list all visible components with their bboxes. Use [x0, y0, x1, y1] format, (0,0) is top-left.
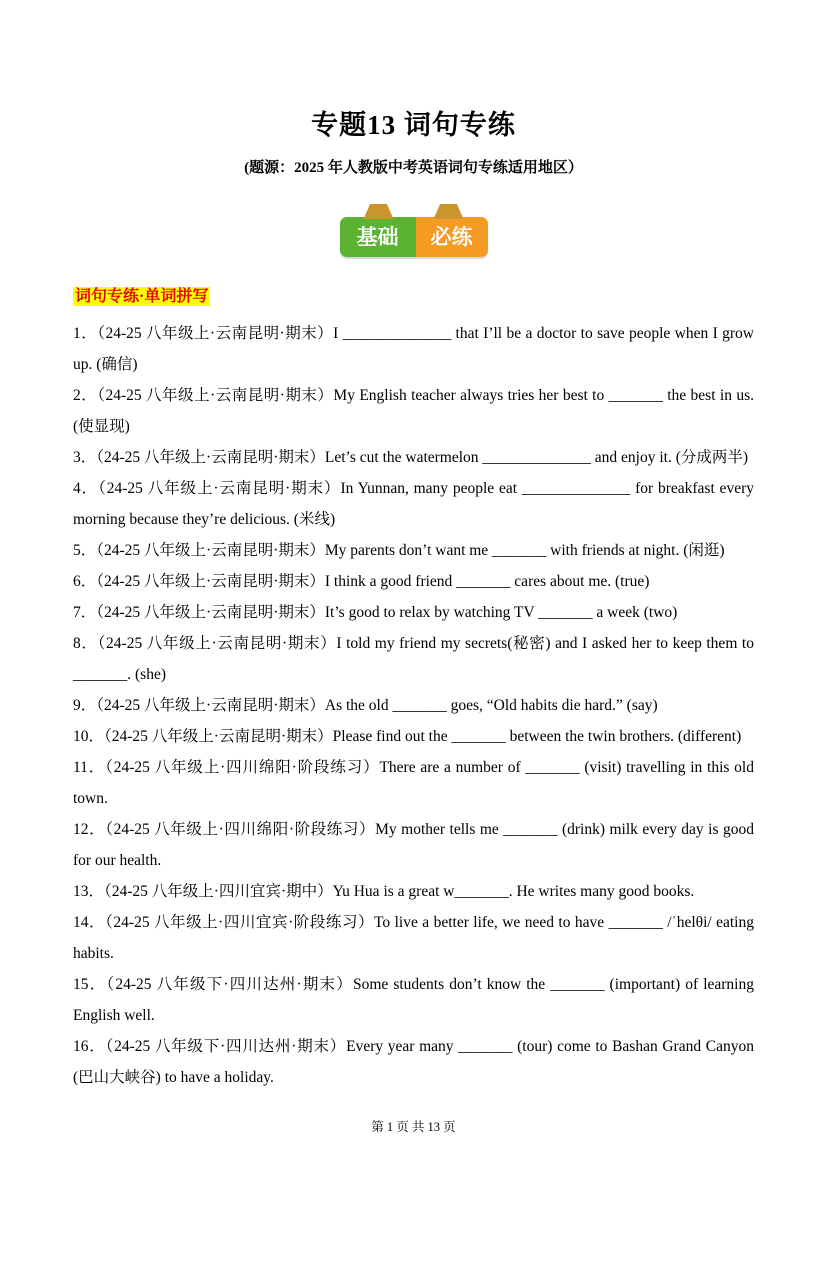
question-text: To live a better life, we need to have _______ /ˈhelθi/ eating habits.: [73, 914, 754, 962]
question-item: [73, 566, 754, 597]
question-item: [73, 380, 754, 442]
question-item: [73, 969, 754, 1031]
question-number: 14．: [73, 914, 106, 931]
question-number: 15．: [73, 976, 107, 993]
page-subtitle: (题源：2025 年人教版中考英语词句专练适用地区）: [244, 160, 583, 176]
page-title: 专题13 词句专练: [311, 110, 516, 140]
question-item: [73, 1031, 754, 1093]
badge-clip-left-icon: [364, 204, 394, 219]
question-text: In Yunnan, many people eat ______________ for breakfast every morning because they’re delicious. (米线): [73, 480, 754, 528]
badge-clip-right-icon: [434, 204, 464, 219]
question-source: （24-25 八年级上·四川宜宾·期中）: [104, 883, 333, 900]
question-text: I told my friend my secrets(秘密) and I asked her to keep them to _______. (she): [73, 635, 754, 683]
question-item: [73, 752, 754, 814]
question-source: （24-25 八年级下·四川达州·期末）: [106, 976, 353, 993]
question-text: Every year many _______ (tour) come to Bashan Grand Canyon (巴山大峡谷) to have a holiday.: [73, 1038, 754, 1086]
question-number: 16．: [73, 1038, 106, 1055]
question-source: （24-25 八年级上·四川绵阳·阶段练习）: [105, 821, 376, 838]
question-source: （24-25 八年级上·云南昆明·期末）: [98, 480, 341, 497]
question-source: （24-25 八年级上·云南昆明·期末）: [96, 449, 325, 466]
question-number: 6．: [73, 573, 97, 590]
section-header-label: 词句专练·单词拼写: [75, 288, 209, 305]
question-item: [73, 907, 754, 969]
question-number: 9．: [73, 697, 97, 714]
question-item: [73, 442, 754, 473]
question-item: [73, 690, 754, 721]
badge: [73, 217, 754, 257]
question-number: 12．: [73, 821, 106, 838]
question-text: There are a number of _______ (visit) travelling in this old town.: [73, 759, 754, 807]
document-page: [0, 103, 827, 1135]
question-item: [73, 318, 754, 380]
question-source: （24-25 八年级上·四川宜宾·阶段练习）: [105, 914, 375, 931]
question-source: （24-25 八年级上·云南昆明·期末）: [97, 325, 334, 342]
question-source: （24-25 八年级下·四川达州·期末）: [105, 1038, 347, 1055]
question-number: 7．: [73, 604, 97, 621]
question-number: 2．: [73, 387, 98, 404]
question-text: It’s good to relax by watching TV _______ a week (two): [324, 604, 678, 621]
question-text: Some students don’t know the _______ (important) of learning English well.: [73, 976, 754, 1024]
question-number: 8．: [73, 635, 98, 652]
question-source: （24-25 八年级上·云南昆明·期末）: [96, 604, 325, 621]
question-number: 4．: [73, 480, 99, 497]
question-list: [73, 318, 754, 1093]
question-item: [73, 597, 754, 628]
question-source: （24-25 八年级上·云南昆明·期末）: [96, 542, 325, 559]
question-text: My parents don’t want me _______ with friends at night. (闲逛): [324, 542, 725, 559]
section-header: [73, 283, 754, 306]
question-item: [73, 814, 754, 876]
badge-tag: [340, 217, 488, 257]
question-item: [73, 473, 754, 535]
badge-label-must-practice: 必练: [416, 217, 488, 257]
question-number: 10．: [73, 728, 105, 745]
question-number: 1．: [73, 325, 98, 342]
question-source: （24-25 八年级上·四川绵阳·阶段练习）: [105, 759, 380, 776]
question-text: Let’s cut the watermelon ______________ and enjoy it. (分成两半): [324, 449, 749, 466]
question-source: （24-25 八年级上·云南昆明·期末）: [97, 387, 334, 404]
question-source: （24-25 八年级上·云南昆明·期末）: [96, 573, 325, 590]
question-item: [73, 721, 754, 752]
badge-label-basic: 基础: [340, 217, 416, 257]
question-text: As the old _______ goes, “Old habits die hard.” (say): [324, 697, 658, 714]
question-number: 3．: [73, 449, 97, 466]
question-text: Please find out the _______ between the twin brothers. (different): [332, 728, 742, 745]
question-source: （24-25 八年级上·云南昆明·期末）: [104, 728, 333, 745]
question-number: 11．: [73, 759, 106, 776]
question-source: （24-25 八年级上·云南昆明·期末）: [96, 697, 325, 714]
badge-banner: [340, 217, 488, 257]
question-number: 5．: [73, 542, 97, 559]
question-source: （24-25 八年级上·云南昆明·期末）: [97, 635, 337, 652]
question-item: [73, 628, 754, 690]
question-text: I ______________ that I’ll be a doctor to save people when I grow up. (确信): [73, 325, 754, 373]
question-number: 13．: [73, 883, 105, 900]
question-item: [73, 876, 754, 907]
page-number-footer: 第 1 页 共 13 页: [371, 1120, 456, 1134]
question-text: I think a good friend _______ cares about me. (true): [324, 573, 650, 590]
question-text: Yu Hua is a great w_______. He writes many good books.: [332, 883, 695, 900]
question-text: My English teacher always tries her best to _______ the best in us. (使显现): [73, 387, 754, 435]
question-item: [73, 535, 754, 566]
question-text: My mother tells me _______ (drink) milk every day is good for our health.: [73, 821, 754, 869]
